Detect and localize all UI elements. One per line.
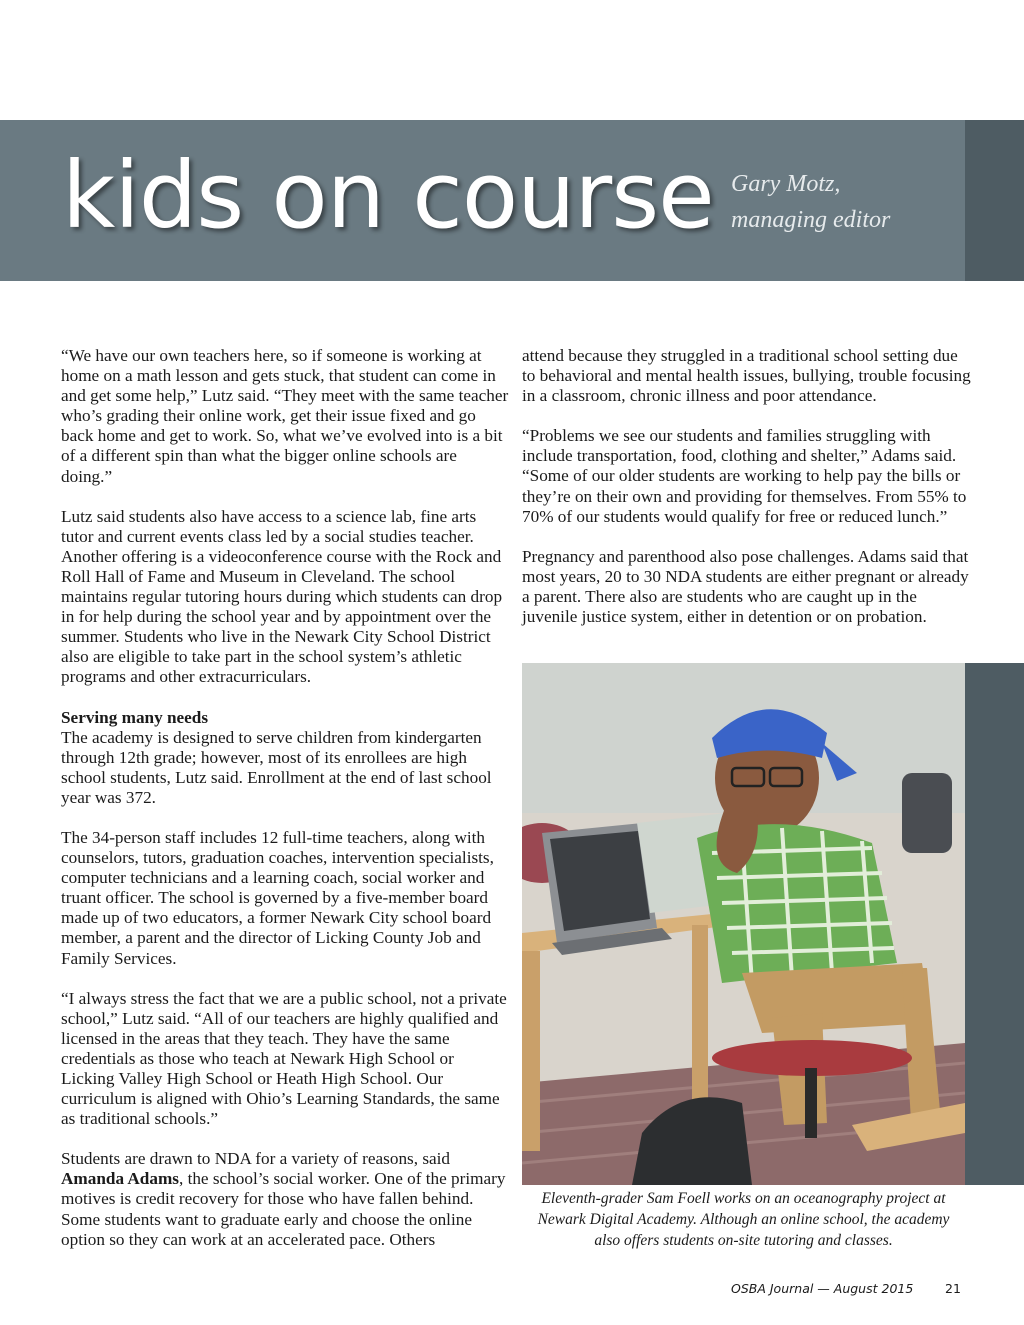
right-column	[522, 346, 972, 647]
caption-line: Newark Digital Academy. Although an online school, the academy	[537, 1211, 950, 1228]
photo-side-tab	[965, 663, 1024, 1185]
caption-line: also offers students on-site tutoring and classes.	[594, 1232, 893, 1249]
paragraph-text: Students are drawn to NDA for a variety of reasons, said	[61, 1149, 451, 1169]
student-photo-illustration	[522, 663, 965, 1185]
paragraph: attend because they struggled in a traditional school setting due to behavioral and mental health issues, bullying, trouble focusing in a classroom, chronic illness and poor attendance.	[522, 346, 971, 406]
section-heading: Serving many needs	[61, 707, 209, 727]
page-number: 21	[945, 1281, 961, 1296]
section-block	[61, 708, 511, 808]
footer-journal: OSBA Journal — August 2015	[731, 1281, 914, 1296]
banner-side-tab	[965, 120, 1024, 281]
byline-name: Gary Motz,	[731, 171, 841, 197]
paragraph: The academy is designed to serve children from kindergarten through 12th grade; however, most of its enrollees are high school students, Lutz said. Enrollment at the end of last school year was 372.	[61, 727, 492, 807]
photo-caption	[522, 1188, 965, 1251]
byline-role: managing editor	[731, 207, 891, 233]
paragraph-text: , the school’s social worker. One of the primary motives is credit recovery for those who have fallen behind. Some students want to graduate early and choose the online option so they can work at an accelerated pace. Others	[61, 1169, 506, 1249]
paragraph: Pregnancy and parenthood also pose challenges. Adams said that most years, 20 to 30 NDA students are either pregnant or already a parent. There also are students who are caught up in the juvenile justice system, either in detention or on probation.	[522, 546, 969, 627]
caption-line: Eleventh-grader Sam Foell works on an oceanography project at	[541, 1190, 946, 1207]
paragraph: “We have our own teachers here, so if someone is working at home on a math lesson and gets stuck, that student can come in and get some help,” Lutz said. “They meet with the same teacher who’s grading their online work, get their issue fixed and go back home and get to work. So, what we’ve evolved into is a bit of a different spin than what the bigger online schools are doing.”	[61, 346, 509, 486]
paragraph: The 34-person staff includes 12 full-time teachers, along with counselors, tutors, graduation coaches, intervention specialists, computer technicians and a learning coach, social worker and truant officer. The school is governed by a five-member board made up of two educators, a former Newark City school board member, a parent and the director of Licking County Job and Family Services.	[61, 827, 494, 968]
paragraph	[61, 1149, 511, 1249]
byline	[731, 166, 890, 238]
paragraph: “Problems we see our students and families struggling with include transportation, food, clothing and shelter,” Adams said. “Some of our older students are working to help pay the bills or they’re on their own and providing for themselves. From 55% to 70% of our students would qualify for free or reduced lunch.”	[522, 426, 967, 526]
paragraph: Lutz said students also have access to a science lab, fine arts tutor and current events class led by a social studies teacher. Another offering is a videoconference course with the Rock and Roll Hall of Fame and Museum in Cleveland. The school maintains regular tutoring hours during which students can drop in for help during the school year and by appointment over the summer. Students who live in the Newark City School District also are eligible to take part in the school system’s athletic programs and other extracurriculars.	[61, 506, 503, 687]
left-column	[61, 346, 511, 1250]
paragraph: “I always stress the fact that we are a public school, not a private school,” Lutz said. “All of our teachers are highly qualified and licensed in the areas that they teach. They have the same credentials as those who teach at Newark High School or Licking Valley High School or Heath High School. Our curriculum is aligned with Ohio’s Learning Standards, the same as traditional schools.”	[61, 988, 507, 1129]
person-name: Amanda Adams	[61, 1169, 179, 1189]
student-photo	[522, 663, 965, 1185]
page-title: kids on course	[62, 142, 714, 249]
